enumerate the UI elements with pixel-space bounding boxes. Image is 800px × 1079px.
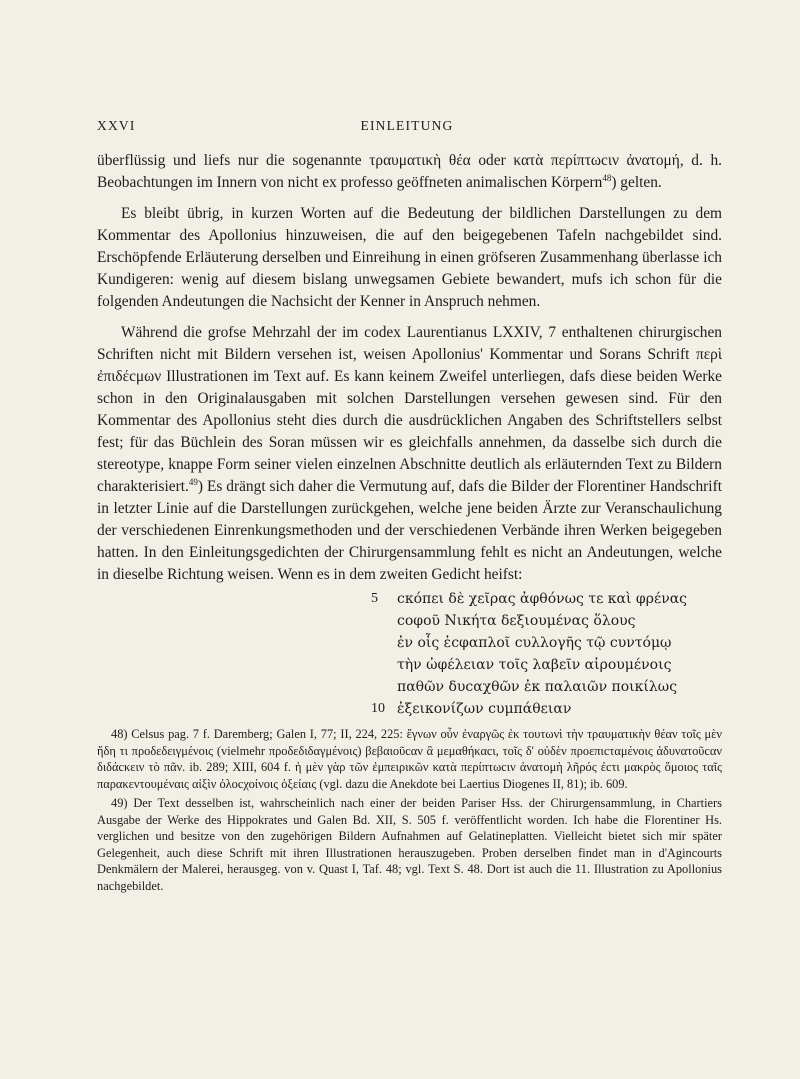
- paragraph-3: Während die grofse Mehrzahl der im codex Laurentianus LXXIV, 7 enthaltenen chirurgischen Schriften nicht mit Bildern versehen ist, weisen Apollonius' Kommentar und Sorans Schrift περὶ ἐπιδέcμων Illustrationen im Text auf. Es kann keinem Zweifel unterliegen, dafs diese beiden Werke schon in den Originalausgaben mit solchen Darstellungen versehen gewesen sind. Für den Kommentar des Apollonius steht dies durch die ausdrücklichen Angaben des Schriftstellers selbst fest; für das Büchlein des Soran müssen wir es gleichfalls annehmen, da dasselbe sich durch die stereotype, knappe Form seiner vielen einzelnen Abschnitte deutlich als erläuternden Text zu Bildern charakterisiert.$^{49}$) Es drängt sich daher die Vermutung auf, dafs die Bilder der Florentiner Handschrift in letzter Linie auf die Darstellungen zurückgehen, welche jene beiden Ärzte zur Veranschaulichung der verschiedenen Einrenkungsmethoden und der verschiedenen Verbände ihren Werken beigegeben hatten. In den Einleitungsgedichten der Chirurgensammlung fehlt es nicht an Andeutungen, welche in dieselbe Richtung weisen. Wenn es in dem zweiten Gedicht heifst:: [97, 324, 722, 583]
- verse-line-number: 5: [371, 591, 378, 606]
- paragraph-2: Es bleibt übrig, in kurzen Worten auf die Bedeutung der bildlichen Darstellungen zu dem Kommentar des Apollonius hinzuweisen, die auf den beigegebenen Tafeln nachgebildet sind. Erschöpfende Erläuterung derselben und Einreihung in einen gröfseren Zusammenhang überlasse ich Kundigeren: wenig auf diesem bislang unwegsamen Gebiete bewandert, mufs ich schon für die folgenden Andeutungen die Nachsicht der Kenner in Anspruch nehmen.: [97, 205, 722, 310]
- running-title: EINLEITUNG: [360, 118, 454, 133]
- verse-line-text: παθῶν δυcαχθῶν ἐκ παλαιῶν ποικίλως: [397, 679, 678, 695]
- running-header: [97, 118, 717, 138]
- verse-line: [397, 610, 722, 632]
- footnote-48: 48) Celsus pag. 7 f. Daremberg; Galen I, 77; II, 224, 225: ἔγνων οὖν ἐναργῶς ἐκ τουτωνὶ τὴν τραυματικὴν θέαν τοῖς μὲν ἤδη τι προδεδειγμένοις (vielmehr προδεδιδαγμένοις) βεβαιοῦcαν ἃ μεμαθήκαcι, τοῖς δ' οὐδὲν προεπιcταμένοις ἀδυνατοῦcαν διδάcκειν τὸ πᾶν. ib. 289; XIII, 604 f. ἡ μὲν γὰρ τῶν ἐμπειρικῶν κατὰ περίπτωcιν ἀνατομὴ λῆρός ἐcτι μακρὸς ὅμοιος ταῖς παρακεντουμέναις αἰξὶν ὀλοcχοίνοις ὀξείαις (vgl. dazu die Anekdote bei Laertius Diogenes II, 81); ib. 609.: [97, 727, 722, 791]
- verse-line-text: coφοῦ Νικήτα δεξιουμένας ὅλους: [397, 613, 636, 629]
- footnote-ref-48: 48: [602, 173, 612, 183]
- verse-line-text: τὴν ὠφέλειαν τοῖς λαβεῖν αἱρουμένοις: [397, 657, 672, 673]
- paragraph-1: überflüssig und liefs nur die sogenannte τραυματικὴ θέα oder κατὰ περίπτωcιν ἀνατομή, d. h. Beobachtungen im Innern von nicht ex professo geöffneten animalischen Körpern$^{48}$) gelten.: [97, 152, 722, 191]
- verse-line: [371, 698, 722, 720]
- footnote-49: 49) Der Text desselben ist, wahrscheinlich nach einer der beiden Pariser Hss. der Chirurgensammlung, in Chartiers Ausgabe der Werke des Hippokrates und Galen Bd. XII, S. 505 f. veröffentlicht worden. Ich habe die Florentiner Hs. verglichen und besitze von den zugehörigen Bildern Aufnahmen auf Gelatineplatten. Vielleicht bietet sich mir später Gelegenheit, auch diese Schrift mit ihren Illustrationen herauszugeben. Proben derselben findet man in d'Agincourts Denkmälern der Malerei, herausgeg. von v. Quast I, Taf. 48; vgl. Text S. 48. Dort ist auch die 11. Illustration zu Apollonius nachgebildet.: [97, 796, 722, 893]
- verse-line: [397, 632, 722, 654]
- verse-line: [397, 676, 722, 698]
- footnotes: [97, 726, 722, 894]
- main-text: [97, 150, 722, 897]
- verse-line-text: ἐξεικονίζων cυμπάθειαν: [397, 701, 572, 717]
- footnote-ref-49: 49: [188, 477, 198, 487]
- verse-line-number: 10: [371, 701, 385, 716]
- verse-line: [397, 654, 722, 676]
- greek-verse: [97, 588, 722, 720]
- verse-line-text: cκόπει δὲ χεῖρας ἀφθόνως τε καὶ φρένας: [397, 591, 688, 607]
- verse-line: [371, 588, 722, 610]
- verse-line-text: ἐν οἷς ἐcφαπλοῖ cυλλογῆς τῷ cυντόμῳ: [397, 635, 672, 651]
- page-number: XXVI: [97, 118, 136, 133]
